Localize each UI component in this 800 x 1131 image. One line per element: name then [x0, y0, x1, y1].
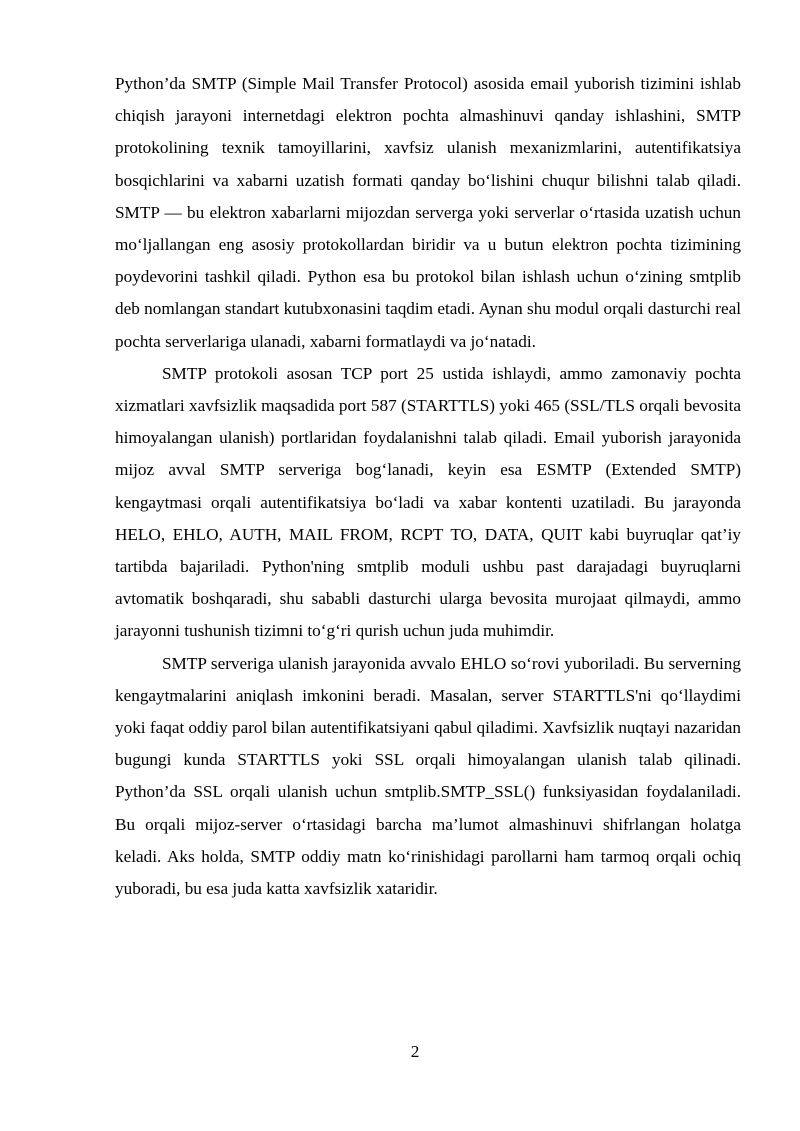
page-number: 2 — [410, 1042, 420, 1061]
paragraph-smtp-intro: Python’da SMTP (Simple Mail Transfer Protocol) asosida email yuborish tizimini ishlab chiqish jarayoni internetdagi elektron pochta almashinuvi qanday ishlashini, SMTP protokolining texnik tamoyillarini, xavfsiz ulanish mexanizmlarini, autentifikatsiya bosqichlarini va xabarni uzatish formati qanday boʻlishini chuqur bilishni talab qiladi. SMTP — bu elektron xabarlarni mijozdan serverga yoki serverlar oʻrtasida uzatish uchun moʻljallangan eng asosiy protokollardan biridir va u butun elektron pochta tizimining poydevorini tashkil qiladi. Python esa bu protokol bilan ishlash uchun oʻzining smtplib deb nomlangan standart kutubxonasini taqdim etadi. Aynan shu modul orqali dasturchi real pochta serverlariga ulanadi, xabarni formatlaydi va joʻnatadi. — [115, 74, 741, 351]
document-body — [115, 68, 741, 905]
paragraph-smtp-connection: SMTP serveriga ulanish jarayonida avvalo EHLO soʻrovi yuboriladi. Bu serverning kengaytmalarini aniqlash imkonini beradi. Masalan, server STARTTLS'ni qoʻllaydimi yoki faqat oddiy parol bilan autentifikatsiyani qabul qiladimi. Xavfsizlik nuqtayi nazaridan bugungi kunda STARTTLS yoki SSL orqali himoyalangan ulanish talab qilinadi. Python’da SSL orqali ulanish uchun smtplib.SMTP_SSL() funksiyasidan foydalaniladi. Bu orqali mijoz-server oʻrtasidagi barcha ma’lumot almashinuvi shifrlangan holatga keladi. Aks holda, SMTP oddiy matn koʻrinishidagi parollarni ham tarmoq orqali ochiq yuboradi, bu esa juda katta xavfsizlik xataridir. — [115, 653, 741, 899]
paragraph-smtp-ports: SMTP protokoli asosan TCP port 25 ustida ishlaydi, ammo zamonaviy pochta xizmatlari xavfsizlik maqsadida port 587 (STARTTLS) yoki 465 (SSL/TLS orqali bevosita himoyalangan ulanish) portlaridan foydalanishni talab qiladi. Email yuborish jarayonida mijoz avval SMTP serveriga bogʻlanadi, keyin esa ESMTP (Extended SMTP) kengaytmasi orqali autentifikatsiya boʻladi va xabar kontenti uzatiladi. Bu jarayonda HELO, EHLO, AUTH, MAIL FROM, RCPT TO, DATA, QUIT kabi buyruqlar qat’iy tartibda bajariladi. Python'ning smtplib moduli ushbu past darajadagi buyruqlarni avtomatik boshqaradi, shu sababli dasturchi ularga bevosita murojaat qilmaydi, ammo jarayonni tushunish tizimni toʻgʻri qurish uchun juda muhimdir. — [115, 363, 741, 641]
